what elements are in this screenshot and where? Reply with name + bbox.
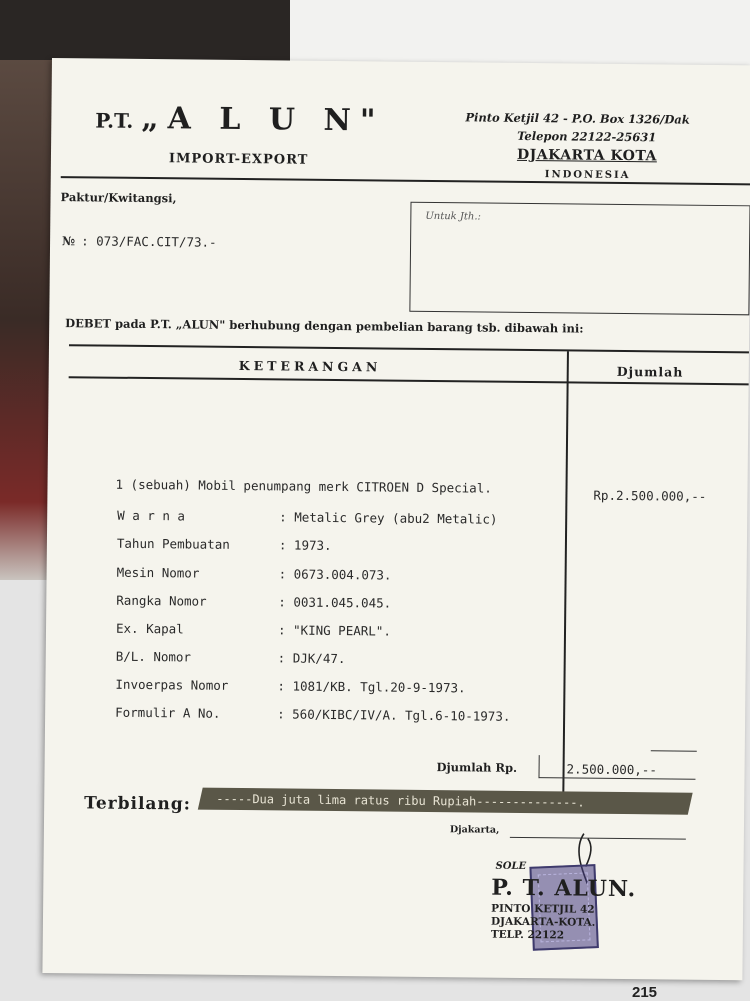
detail-label: Formulir A No. — [115, 704, 221, 721]
table-top-border — [69, 344, 749, 353]
company-name — [95, 100, 385, 138]
faktur-label: Paktur/Kwitangsi, — [60, 190, 177, 206]
recipient-label: Untuk Jth.: — [425, 210, 482, 223]
page-number: 215 — [632, 984, 658, 1001]
company-city: DJAKARTA KOTA — [516, 146, 657, 165]
item-amount: Rp.2.500.000,-- — [593, 487, 707, 504]
number-symbol: № — [62, 234, 76, 249]
company-prefix: P.T. — [95, 108, 134, 133]
column-header-amount: Djumlah — [616, 363, 684, 380]
place-label: Djakarta, — [449, 824, 500, 836]
total-value: 2.500.000,-- — [566, 761, 657, 778]
column-header-description: KETERANGAN — [238, 357, 382, 375]
signatory-company: P. T. ALUN. — [491, 874, 637, 903]
detail-value: : "KING PEARL". — [277, 622, 391, 639]
signatory-city: DJAKARTA-KOTA. — [490, 915, 596, 929]
detail-value: : 1973. — [278, 537, 332, 553]
total-rule — [651, 750, 697, 751]
terbilang-value: -----Dua juta lima ratus ribu Rupiah--------------. — [216, 791, 585, 810]
detail-value: : 0673.004.073. — [278, 566, 392, 583]
background-light — [290, 0, 750, 70]
item-description: 1 (sebuah) Mobil penumpang merk CITROEN D Special. — [115, 476, 492, 496]
invoice-number-value: : 073/FAC.CIT/73.- — [81, 233, 217, 250]
detail-label: Invoerpas Nomor — [115, 676, 229, 693]
address-line-1: Pinto Ketjil 42 - P.O. Box 1326/Dak — [465, 110, 690, 127]
sole-label: SOLE — [495, 860, 527, 873]
detail-label: Rangka Nomor — [116, 592, 207, 609]
detail-label: Ex. Kapal — [115, 620, 184, 637]
detail-label: B/L. Nomor — [115, 648, 192, 665]
table-column-divider — [562, 351, 569, 803]
address-line-2: Telepon 22122-25631 — [517, 128, 657, 145]
signatory-phone: TELP. 22122 — [490, 928, 565, 942]
terbilang-label: Terbilang: — [84, 793, 192, 815]
signatory-address: PINTO KETJIL 42 — [491, 902, 595, 916]
detail-value: : 560/KIBC/IV/A. Tgl.6-10-1973. — [277, 706, 511, 724]
detail-label: Mesin Nomor — [116, 564, 200, 581]
company-country: INDONESIA — [544, 169, 631, 182]
total-label: Djumlah Rp. — [436, 760, 518, 775]
invoice-document — [42, 58, 750, 980]
detail-label: Tahun Pembuatan — [116, 535, 230, 552]
company-name-text: „A L U N" — [141, 100, 385, 139]
detail-value: : 1081/KB. Tgl.20-9-1973. — [277, 678, 466, 696]
detail-value: : DJK/47. — [277, 650, 346, 667]
debet-statement: DEBET pada P.T. „ALUN" berhubung dengan pembelian barang tsb. dibawah ini: — [65, 316, 584, 336]
detail-label: W a r n a — [117, 507, 186, 524]
header-divider — [61, 176, 750, 185]
detail-value: : 0031.045.045. — [278, 594, 392, 611]
company-subtitle: IMPORT-EXPORT — [168, 151, 309, 168]
detail-value: : Metalic Grey (abu2 Metalic) — [279, 509, 498, 527]
recipient-box — [409, 202, 750, 316]
invoice-number — [62, 233, 217, 250]
